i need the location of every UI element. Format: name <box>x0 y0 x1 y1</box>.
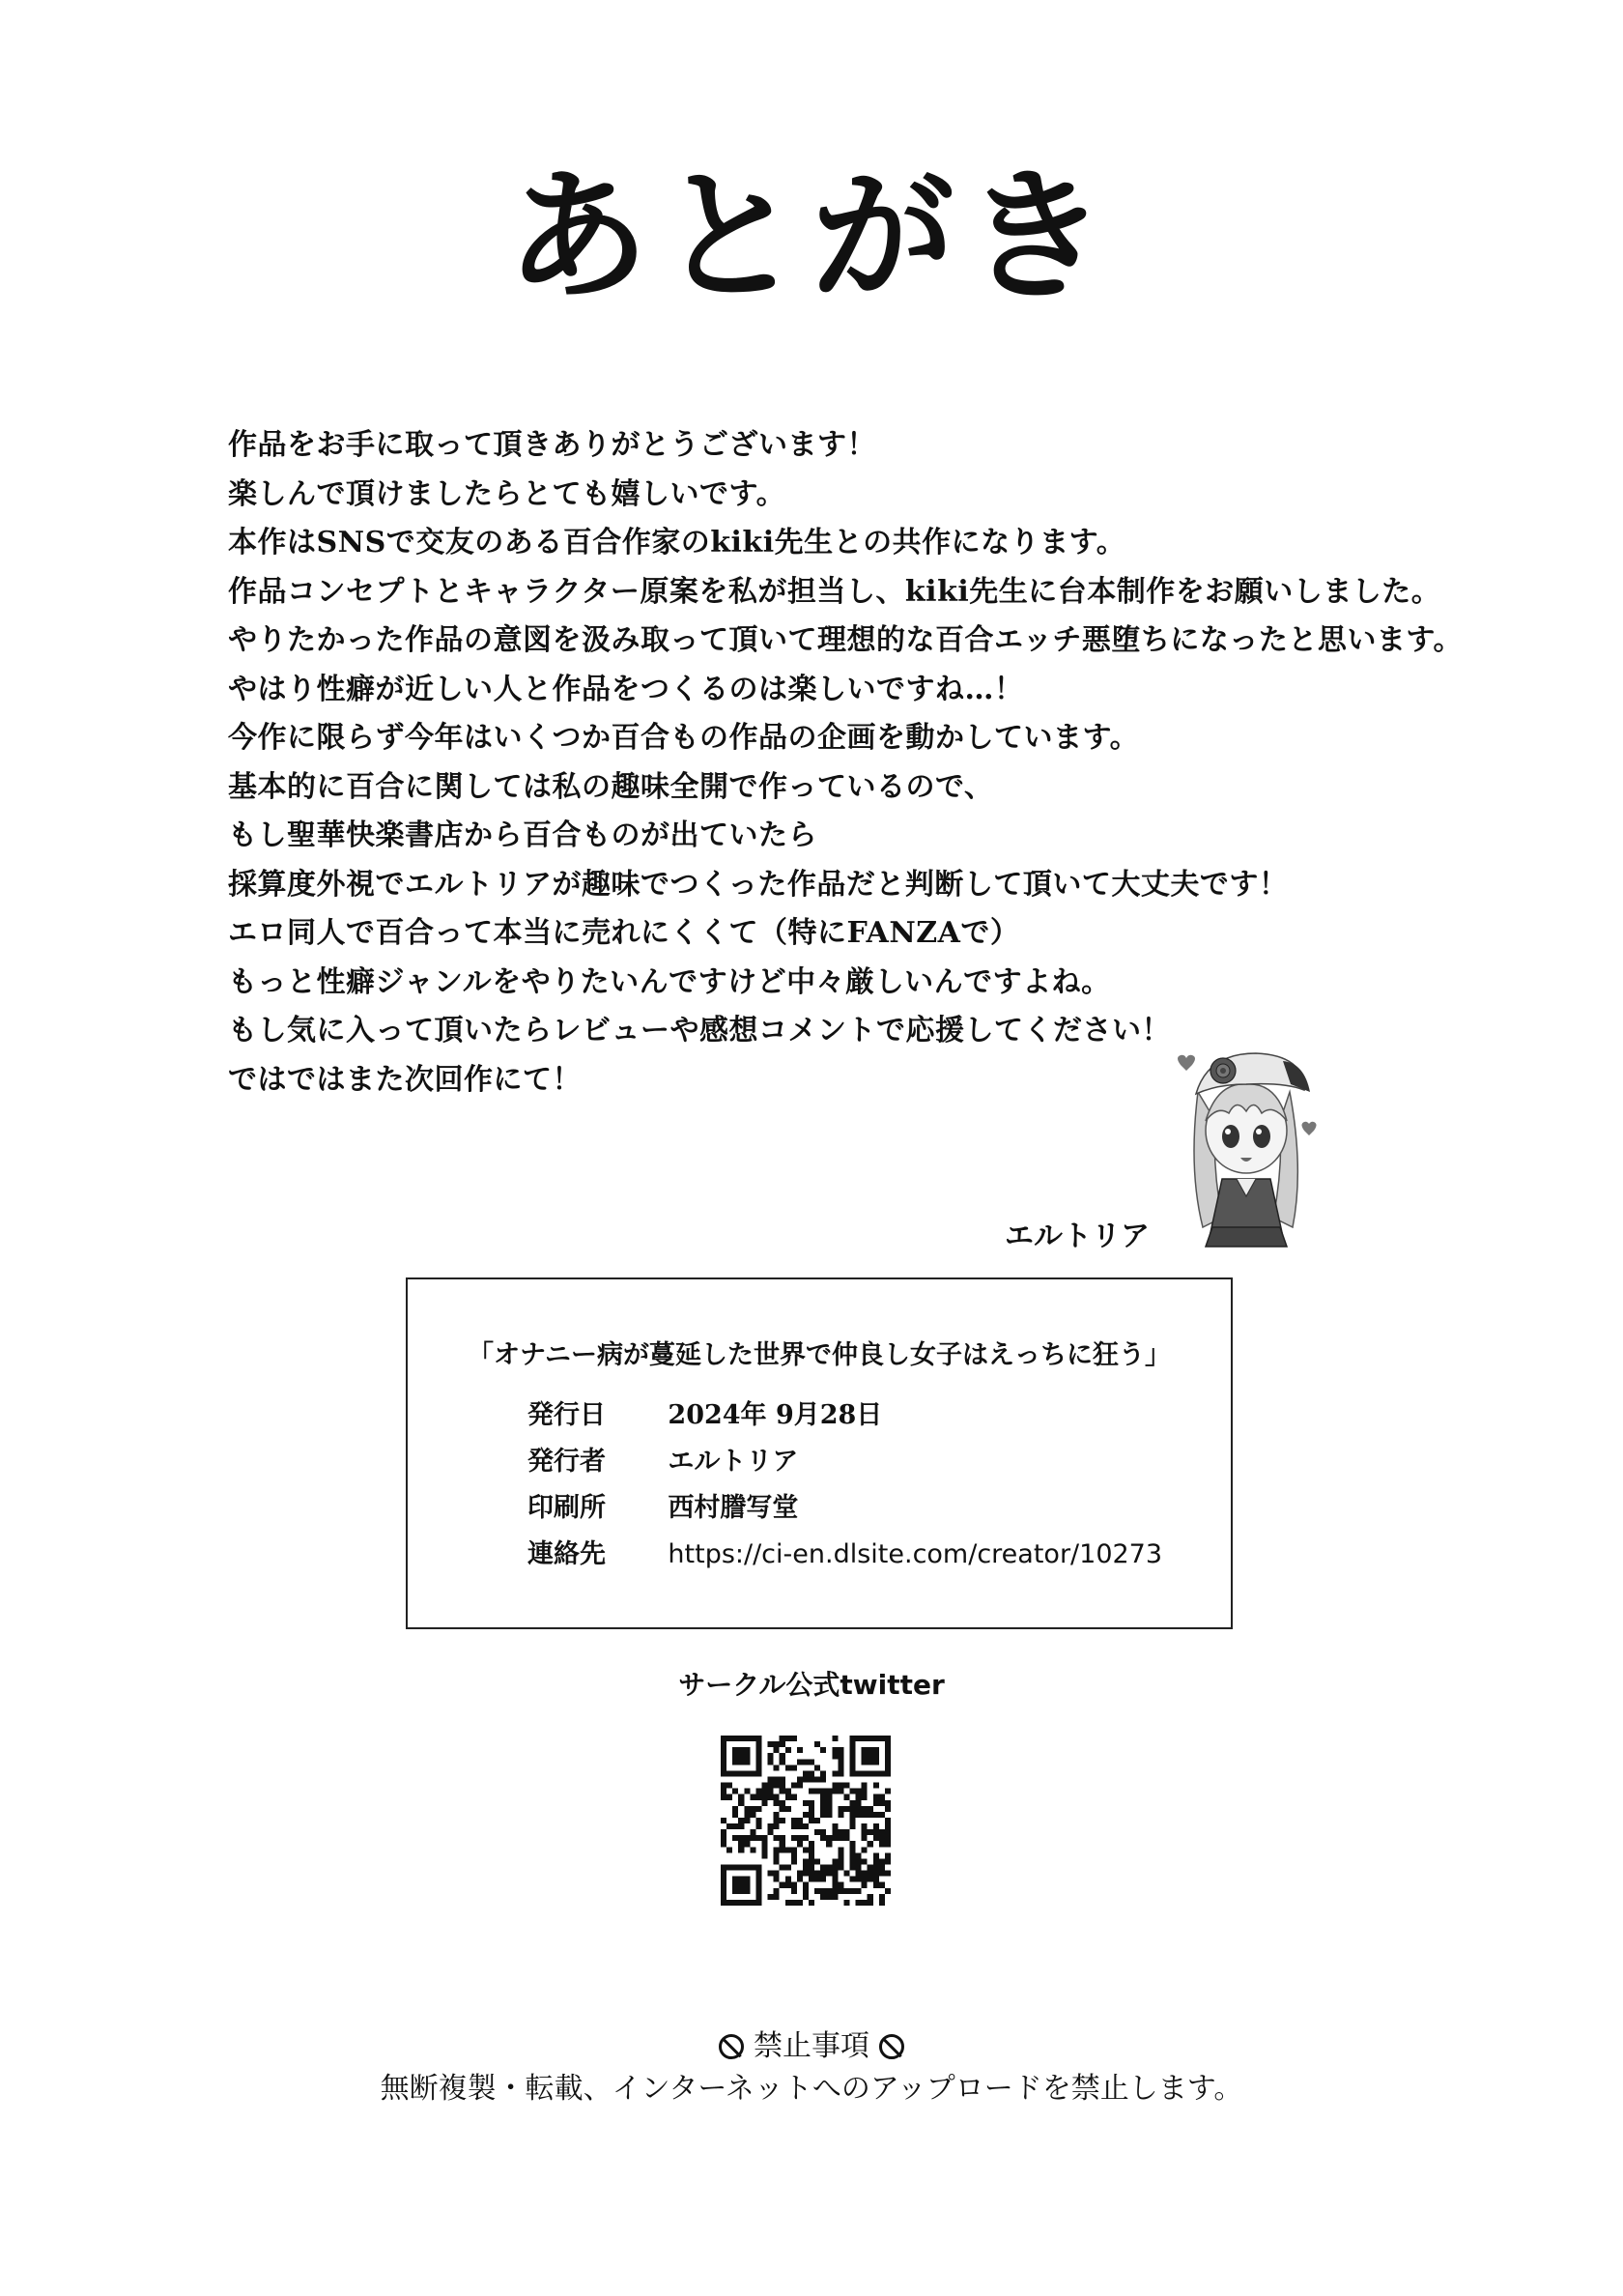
body-line: エロ同人で百合って本当に売れにくくて（特にFANZAで） <box>228 916 1020 950</box>
colophon-value: 西村謄写堂 <box>668 1493 799 1523</box>
body-line: もし気に入って頂いたらレビューや感想コメントで応援してください！ <box>228 1014 1171 1048</box>
mascot-illustration <box>1169 1024 1324 1256</box>
body-line: 作品コンセプトとキャラクター原案を私が担当し、kiki先生に台本制作をお願いしました。 <box>228 574 1441 609</box>
colophon-value: エルトリア <box>668 1447 799 1477</box>
colophon-box <box>406 1277 1233 1629</box>
body-line: ではではまた次回作にて！ <box>228 1062 582 1097</box>
afterword-body <box>228 421 1463 1105</box>
qr-code[interactable] <box>721 1736 891 1906</box>
body-line: 本作はSNSで交友のある百合作家のkiki先生との共作になります。 <box>228 526 1126 560</box>
notice-text: 無断複製・転載、インターネットへのアップロードを禁止します。 <box>380 2072 1243 2106</box>
prohibited-icon <box>879 2034 904 2059</box>
colophon-row-publisher <box>527 1440 798 1478</box>
colophon-label: 発行者 <box>527 1447 606 1477</box>
colophon-label: 発行日 <box>527 1400 606 1430</box>
twitter-label: サークル公式twitter <box>678 1669 945 1701</box>
work-title: 「オナニー病が蔓延した世界で仲良し女子はえっちに狂う」 <box>468 1340 1171 1370</box>
body-line: 今作に限らず今年はいくつか百合もの作品の企画を動かしています。 <box>228 721 1140 755</box>
body-line: もし聖華快楽書店から百合ものが出ていたら <box>228 818 817 852</box>
contact-url[interactable]: https://ci-en.dlsite.com/creator/10273 <box>668 1539 1163 1569</box>
colophon-label: 印刷所 <box>527 1493 606 1523</box>
page-title: あとがき <box>506 152 1117 320</box>
colophon-label: 連絡先 <box>527 1539 606 1569</box>
prohibited-icon <box>719 2034 744 2059</box>
notice-title: 禁止事項 <box>754 2029 869 2063</box>
colophon-value: 2024年 9月28日 <box>668 1400 883 1430</box>
body-line: 基本的に百合に関しては私の趣味全開で作っているので、 <box>228 769 994 804</box>
author-signature: エルトリア <box>1005 1220 1150 1253</box>
colophon-row-printer <box>527 1486 798 1524</box>
colophon-row-date <box>527 1393 882 1431</box>
body-line: 作品をお手に取って頂きありがとうございます！ <box>228 428 876 462</box>
body-line: やはり性癖が近しい人と作品をつくるのは楽しいですね…！ <box>228 672 1024 706</box>
body-line: やりたかった作品の意図を汲み取って頂いて理想的な百合エッチ悪堕ちになったと思います。 <box>228 623 1463 657</box>
colophon-row-contact <box>527 1533 1162 1570</box>
body-line: もっと性癖ジャンルをやりたいんですけど中々厳しいんですよね。 <box>228 964 1111 999</box>
body-line: 採算度外視でエルトリアが趣味でつくった作品だと判断して頂いて大丈夫です！ <box>228 867 1289 902</box>
body-line: 楽しんで頂けましたらとても嬉しいです。 <box>228 476 786 511</box>
notice-heading <box>0 2022 1623 2064</box>
